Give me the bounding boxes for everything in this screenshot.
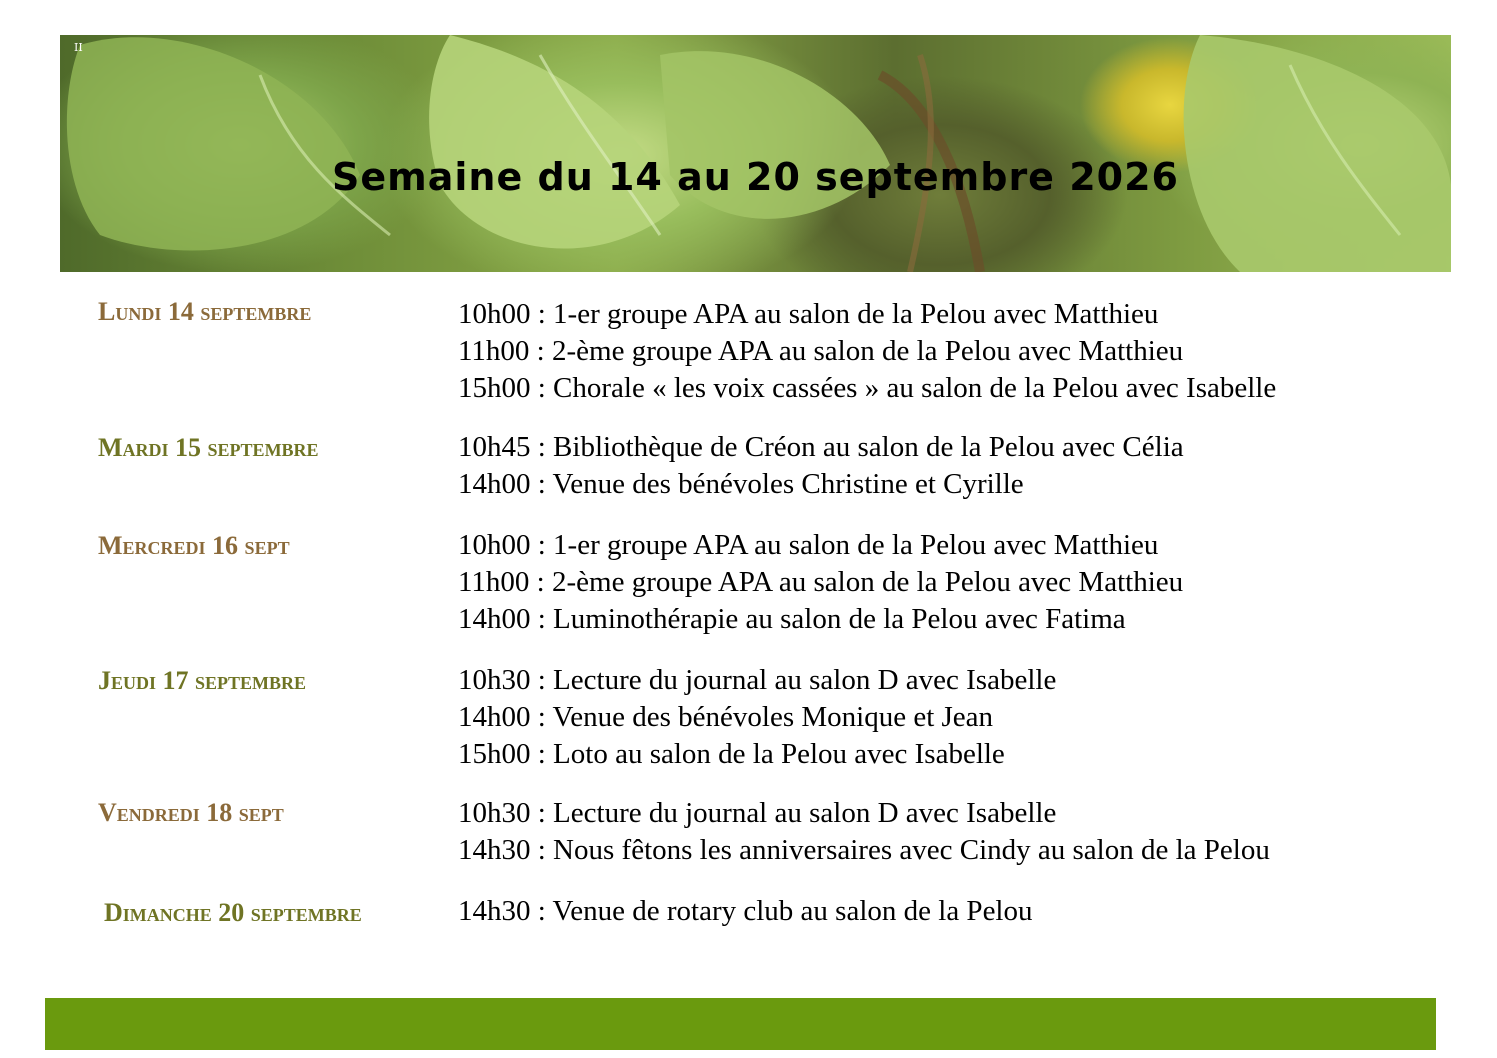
- event-list: [458, 662, 1056, 773]
- event-item: 10h00 : 1-er groupe APA au salon de la Pelou avec Matthieu: [458, 298, 1159, 330]
- event-item: 14h30 : Nous fêtons les anniversaires avec Cindy au salon de la Pelou: [458, 834, 1270, 866]
- event-list: [458, 893, 1033, 930]
- event-list: [458, 429, 1184, 503]
- header-banner: [60, 35, 1451, 272]
- event-item: 14h00 : Luminothérapie au salon de la Pelou avec Fatima: [458, 603, 1126, 635]
- event-item: 14h30 : Venue de rotary club au salon de la Pelou: [458, 895, 1033, 927]
- footer-bar: [45, 998, 1436, 1050]
- event-item: 10h00 : 1-er groupe APA au salon de la Pelou avec Matthieu: [458, 529, 1159, 561]
- event-list: [458, 527, 1183, 638]
- day-label: Mercredi 16 sept: [98, 531, 290, 560]
- day-label: Jeudi 17 septembre: [98, 666, 307, 695]
- event-list: [458, 795, 1270, 869]
- event-item: 10h45 : Bibliothèque de Créon au salon de la Pelou avec Célia: [458, 431, 1184, 463]
- event-item: 15h00 : Loto au salon de la Pelou avec Isabelle: [458, 738, 1005, 770]
- day-label: Vendredi 18 sept: [98, 798, 284, 827]
- event-list: [458, 296, 1276, 407]
- day-label: Lundi 14 septembre: [98, 297, 312, 326]
- day-label: Mardi 15 septembre: [98, 433, 319, 462]
- event-item: 15h00 : Chorale « les voix cassées » au salon de la Pelou avec Isabelle: [458, 372, 1277, 404]
- event-item: 14h00 : Venue des bénévoles Christine et Cyrille: [458, 468, 1024, 500]
- day-label: Dimanche 20 septembre: [104, 898, 362, 927]
- leaves-background-image: [60, 35, 1451, 272]
- event-item: 11h00 : 2-ème groupe APA au salon de la Pelou avec Matthieu: [458, 335, 1184, 367]
- corner-mark: II: [74, 41, 83, 54]
- event-item: 10h30 : Lecture du journal au salon D avec Isabelle: [458, 664, 1057, 696]
- event-item: 11h00 : 2-ème groupe APA au salon de la Pelou avec Matthieu: [458, 566, 1184, 598]
- page-title: Semaine du 14 au 20 septembre 2026: [332, 155, 1179, 199]
- event-item: 14h00 : Venue des bénévoles Monique et Jean: [458, 701, 994, 733]
- event-item: 10h30 : Lecture du journal au salon D avec Isabelle: [458, 797, 1057, 829]
